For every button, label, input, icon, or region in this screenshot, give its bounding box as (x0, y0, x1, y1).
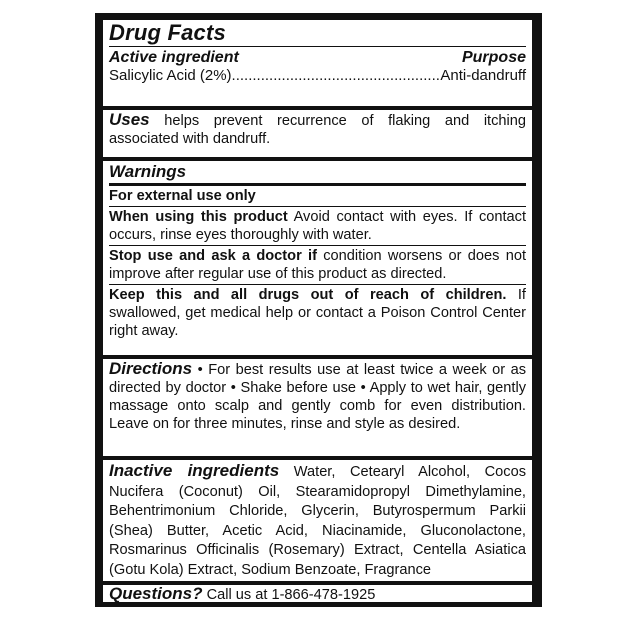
questions-paragraph (109, 585, 526, 604)
keep-out-heading: Keep this and all drugs out of reach of children. (109, 287, 507, 303)
active-ingredient-purpose: Anti-dandruff (440, 67, 526, 84)
when-using-paragraph (109, 207, 526, 245)
inactive-ingredients-box (103, 460, 532, 581)
directions-text: • For best results use at least twice a week or as directed by doctor • Shake before use • Apply to wet hair, gently massage onto scalp and gently comb for even distribution. Leave on for three minutes, rinse and style as desired. (109, 362, 526, 432)
directions-heading: Directions (109, 359, 193, 378)
drug-facts-label (95, 13, 542, 607)
uses-paragraph (109, 111, 526, 148)
drug-facts-title: Drug Facts (109, 20, 226, 45)
warnings-box (103, 161, 532, 355)
uses-text: helps prevent recurrence of flaking and itching associated with dandruff. (109, 113, 526, 147)
leader-dots: .................................................. (231, 67, 440, 84)
external-use-line: For external use only (109, 188, 256, 204)
directions-box (103, 359, 532, 456)
questions-box (103, 585, 532, 602)
questions-text: Call us at 1-866-478-1925 (202, 587, 376, 603)
keep-out-paragraph (109, 285, 526, 341)
active-ingredient-row (109, 67, 526, 85)
when-using-heading: When using this product (109, 209, 288, 225)
purpose-heading: Purpose (461, 49, 526, 66)
inactive-ingredients-text: Water, Cetearyl Alcohol, Cocos Nucifera (Coconut) Oil, Stearamidopropyl Dimethylamine, Behentrimonium Chloride, Glycerin, Butyrospermum Parkii (Shea) Butter, Acetic Acid, Niacinamide, Gluconolactone, Rosmarinus Officinalis (Rosemary) Extract, Centella Asiatica (Gotu Kola) Extract, Sodium Benzoate, Fragrance (109, 464, 526, 578)
inactive-ingredients-heading: Inactive ingredients (109, 461, 280, 480)
inactive-ingredients-paragraph (109, 461, 526, 580)
warnings-heading: Warnings (109, 162, 187, 181)
stop-use-heading: Stop use and ask a doctor if (109, 248, 317, 264)
stop-use-paragraph (109, 246, 526, 284)
active-ingredient-heading: Active ingredient (109, 49, 239, 66)
active-ingredient-name: Salicylic Acid (2%) (109, 67, 232, 84)
uses-heading: Uses (109, 110, 150, 129)
active-ingredient-header (109, 48, 526, 67)
uses-box (103, 110, 532, 157)
questions-heading: Questions? (109, 584, 203, 603)
stop-use-text: condition worsens or does not improve after regular use of this product as directed. (109, 248, 526, 282)
drug-facts-header-box (103, 20, 532, 106)
directions-paragraph (109, 360, 526, 433)
keep-out-text: If swallowed, get medical help or contact a Poison Control Center right away. (109, 287, 526, 339)
title-rule (109, 46, 526, 47)
when-using-text: Avoid contact with eyes. If contact occurs, rinse eyes thoroughly with water. (109, 209, 526, 243)
